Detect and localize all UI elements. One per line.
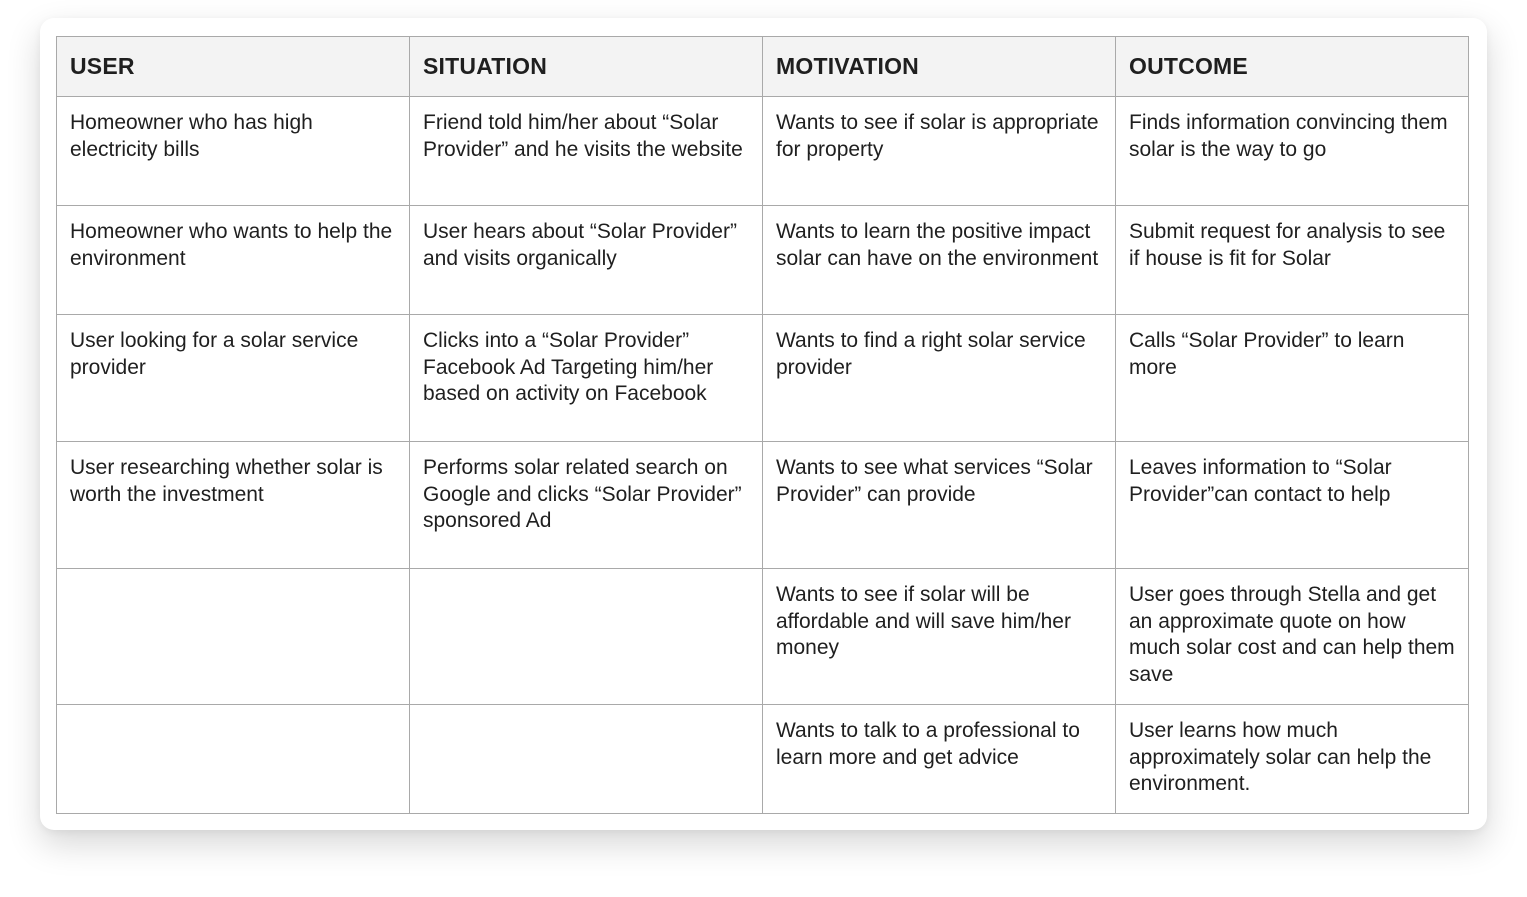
table-row: [57, 442, 1469, 569]
cell-user: Homeowner who wants to help the environment: [57, 206, 410, 315]
cell-situation: Clicks into a “Solar Provider” Facebook Ad Targeting him/her based on activity on Facebook: [410, 315, 763, 442]
cell-outcome: Submit request for analysis to see if house is fit for Solar: [1116, 206, 1469, 315]
header-situation: SITUATION: [410, 37, 763, 97]
cell-situation: [410, 569, 763, 705]
cell-outcome: Leaves information to “Solar Provider”can contact to help: [1116, 442, 1469, 569]
cell-user: Homeowner who has high electricity bills: [57, 97, 410, 206]
cell-outcome: Finds information convincing them solar is the way to go: [1116, 97, 1469, 206]
table-row: [57, 206, 1469, 315]
cell-situation: Performs solar related search on Google and clicks “Solar Provider” sponsored Ad: [410, 442, 763, 569]
cell-situation: User hears about “Solar Provider” and visits organically: [410, 206, 763, 315]
header-row: [57, 37, 1469, 97]
cell-user: [57, 705, 410, 814]
header-user: USER: [57, 37, 410, 97]
table-row: [57, 569, 1469, 705]
cell-situation: Friend told him/her about “Solar Provider” and he visits the website: [410, 97, 763, 206]
cell-outcome: User learns how much approximately solar can help the environment.: [1116, 705, 1469, 814]
cell-outcome: Calls “Solar Provider” to learn more: [1116, 315, 1469, 442]
table-row: [57, 315, 1469, 442]
cell-motivation: Wants to see if solar is appropriate for property: [763, 97, 1116, 206]
cell-motivation: Wants to find a right solar service provider: [763, 315, 1116, 442]
cell-situation: [410, 705, 763, 814]
cell-motivation: Wants to see what services “Solar Provider” can provide: [763, 442, 1116, 569]
header-motivation: MOTIVATION: [763, 37, 1116, 97]
table-row: [57, 705, 1469, 814]
user-journey-table: [56, 36, 1469, 814]
table-row: [57, 97, 1469, 206]
cell-outcome: User goes through Stella and get an approximate quote on how much solar cost and can help them save: [1116, 569, 1469, 705]
cell-motivation: Wants to see if solar will be affordable and will save him/her money: [763, 569, 1116, 705]
cell-user: User researching whether solar is worth the investment: [57, 442, 410, 569]
cell-motivation: Wants to talk to a professional to learn more and get advice: [763, 705, 1116, 814]
cell-motivation: Wants to learn the positive impact solar can have on the environment: [763, 206, 1116, 315]
header-outcome: OUTCOME: [1116, 37, 1469, 97]
cell-user: [57, 569, 410, 705]
cell-user: User looking for a solar service provider: [57, 315, 410, 442]
